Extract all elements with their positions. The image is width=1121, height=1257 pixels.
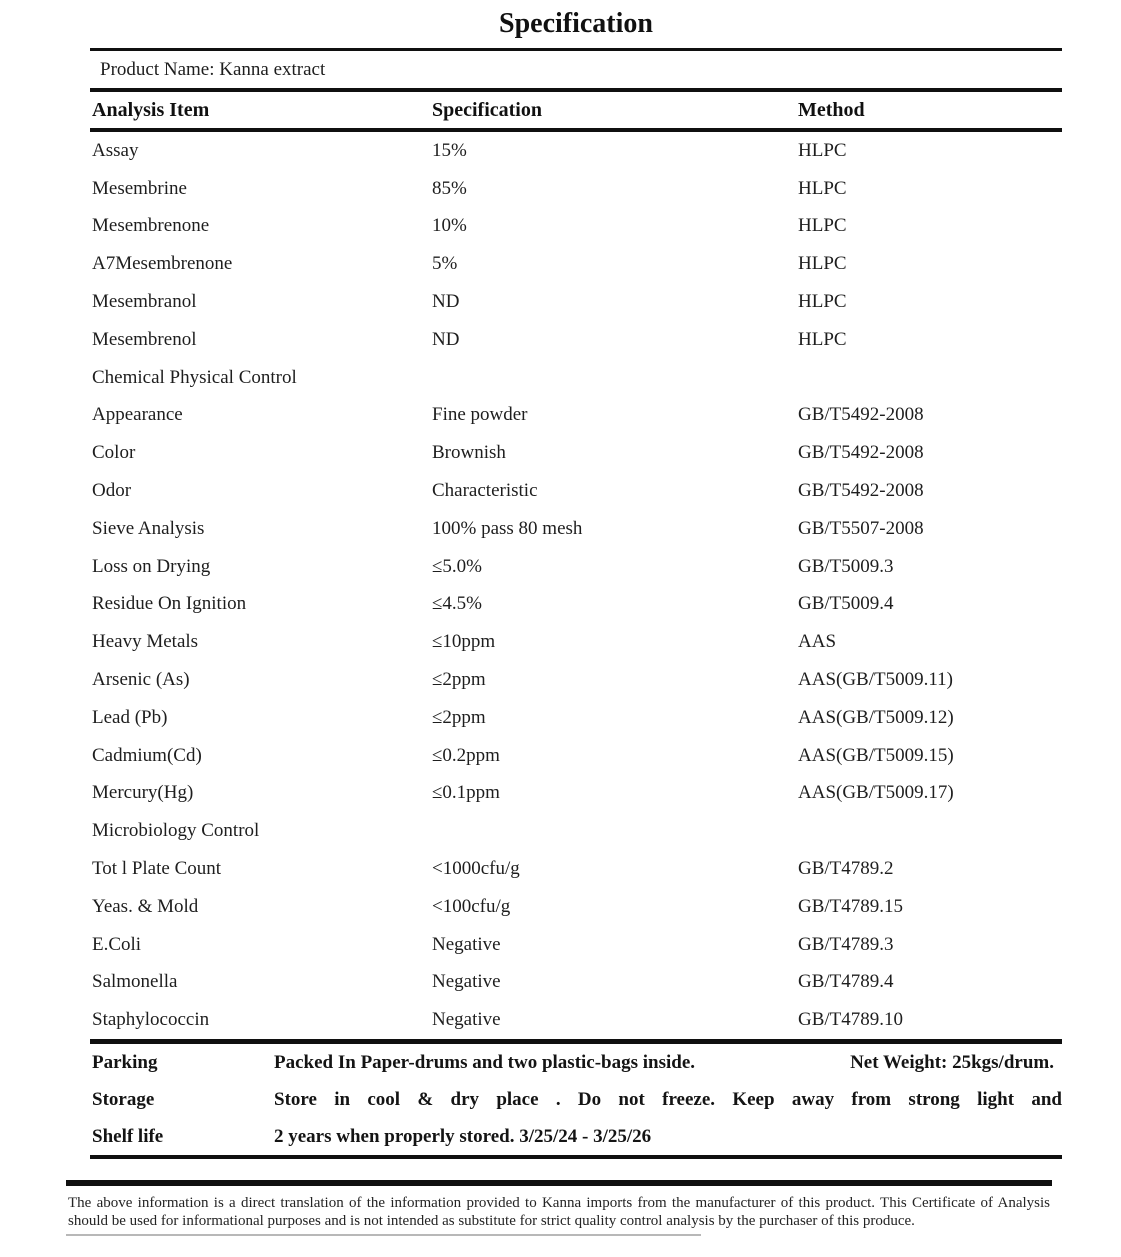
analysis-item-cell: Color xyxy=(92,442,136,464)
method-cell: AAS(GB/T5009.17) xyxy=(798,782,954,804)
analysis-item-cell: Salmonella xyxy=(92,971,178,993)
table-row xyxy=(90,623,1062,661)
method-cell: GB/T5507-2008 xyxy=(798,517,924,539)
method-cell: GB/T5009.3 xyxy=(798,555,894,577)
specification-cell: ND xyxy=(432,291,460,313)
table-row xyxy=(90,775,1062,813)
table-row xyxy=(90,283,1062,321)
table-row xyxy=(90,170,1062,208)
method-cell: HLPC xyxy=(798,177,847,199)
method-cell: AAS xyxy=(798,631,837,653)
method-cell: AAS(GB/T5009.11) xyxy=(798,669,953,691)
table-row xyxy=(90,964,1062,1002)
table-row xyxy=(90,586,1062,624)
table-row xyxy=(90,661,1062,699)
specification-cell: ≤10ppm xyxy=(432,631,496,653)
table-row xyxy=(90,926,1062,964)
table-row xyxy=(90,548,1062,586)
table-row xyxy=(90,208,1062,246)
specification-cell: ≤0.2ppm xyxy=(432,744,500,766)
method-cell: AAS(GB/T5009.15) xyxy=(798,744,954,766)
specification-cell: Characteristic xyxy=(432,480,538,502)
disclaimer-text: The above information is a direct translation of the information provided to Kanna imports from the manufacturer of this product. This Certificate of Analysis should be used for informational purposes and is not intended as substitute for strict quality control analysis by the purchaser of this produce. xyxy=(68,1195,1050,1229)
table-row xyxy=(90,321,1062,359)
analysis-item-cell: Lead (Pb) xyxy=(92,706,168,728)
table-row xyxy=(90,245,1062,283)
document-body xyxy=(90,0,1062,1159)
table-row xyxy=(90,132,1062,170)
analysis-item-cell: Heavy Metals xyxy=(92,631,199,653)
table-row xyxy=(90,472,1062,510)
divider-footer-bottom xyxy=(90,1155,1062,1159)
footer-label: Storage xyxy=(92,1088,155,1110)
page-title: Specification xyxy=(499,8,653,39)
analysis-item-cell: Mercury(Hg) xyxy=(92,782,194,804)
table-row xyxy=(90,397,1062,435)
specification-cell: 100% pass 80 mesh xyxy=(432,517,583,539)
analysis-item-cell: Residue On Ignition xyxy=(92,593,247,615)
footer-row xyxy=(90,1118,1062,1155)
analysis-item-cell: Appearance xyxy=(92,404,183,426)
analysis-item-cell: E.Coli xyxy=(92,933,142,955)
partial-bottom-line xyxy=(66,1234,701,1236)
specification-cell: 10% xyxy=(432,215,467,237)
specification-cell: ≤2ppm xyxy=(432,706,486,728)
analysis-item-cell: Tot l Plate Count xyxy=(92,858,222,880)
footer-content xyxy=(274,1089,1062,1111)
net-weight-text: Net Weight: 25kgs/drum. xyxy=(850,1051,1054,1073)
specification-cell: Brownish xyxy=(432,442,506,464)
analysis-item-cell: A7Mesembrenone xyxy=(92,253,233,275)
divider-disclaimer xyxy=(66,1180,1052,1186)
analysis-item-cell: Staphylococcin xyxy=(92,1009,210,1031)
method-cell: GB/T4789.10 xyxy=(798,1009,904,1031)
table-row xyxy=(90,434,1062,472)
analysis-item-cell: Mesembrine xyxy=(92,177,187,199)
disclaimer-block xyxy=(66,1180,1052,1236)
table-row xyxy=(90,850,1062,888)
specification-cell: <100cfu/g xyxy=(432,895,511,917)
analysis-item-cell: Assay xyxy=(92,139,139,161)
table-row xyxy=(90,510,1062,548)
table-row xyxy=(90,1001,1062,1039)
footer-text: Store in cool & dry place . Do not freeze. Keep away from strong light and xyxy=(274,1088,1062,1110)
analysis-item-cell: Mesembrenone xyxy=(92,215,210,237)
spec-table-body xyxy=(90,132,1062,1039)
column-header-method: Method xyxy=(798,98,865,121)
footer-label: Shelf life xyxy=(92,1125,164,1147)
footer-row xyxy=(90,1044,1062,1081)
specification-cell: <1000cfu/g xyxy=(432,858,520,880)
specification-cell: ≤4.5% xyxy=(432,593,483,615)
method-cell: HLPC xyxy=(798,139,847,161)
method-cell: GB/T4789.3 xyxy=(798,933,894,955)
specification-cell: Negative xyxy=(432,933,501,955)
specification-cell: ≤5.0% xyxy=(432,555,483,577)
specification-cell: 15% xyxy=(432,139,467,161)
method-cell: HLPC xyxy=(798,328,847,350)
analysis-item-cell: Microbiology Control xyxy=(92,820,260,842)
analysis-item-cell: Chemical Physical Control xyxy=(92,366,297,388)
method-cell: GB/T5492-2008 xyxy=(798,404,924,426)
specification-cell: Negative xyxy=(432,1009,501,1031)
footer-text: Packed In Paper-drums and two plastic-bags inside. xyxy=(274,1051,696,1073)
specification-cell: 85% xyxy=(432,177,467,199)
specification-cell: ≤2ppm xyxy=(432,669,486,691)
section-row xyxy=(90,812,1062,850)
analysis-item-cell: Loss on Drying xyxy=(92,555,211,577)
analysis-item-cell: Mesembranol xyxy=(92,291,197,313)
analysis-item-cell: Odor xyxy=(92,480,132,502)
product-name-row xyxy=(90,51,1062,88)
footer-row xyxy=(90,1081,1062,1118)
specification-cell: ND xyxy=(432,328,460,350)
method-cell: GB/T5492-2008 xyxy=(798,442,924,464)
analysis-item-cell: Cadmium(Cd) xyxy=(92,744,202,766)
method-cell: AAS(GB/T5009.12) xyxy=(798,706,954,728)
method-cell: HLPC xyxy=(798,291,847,313)
analysis-item-cell: Yeas. & Mold xyxy=(92,895,199,917)
specification-cell: 5% xyxy=(432,253,458,275)
footer-table xyxy=(90,1044,1062,1155)
analysis-item-cell: Arsenic (As) xyxy=(92,669,190,691)
method-cell: GB/T4789.15 xyxy=(798,895,904,917)
column-header-specification: Specification xyxy=(432,98,542,121)
method-cell: HLPC xyxy=(798,215,847,237)
specification-cell: Fine powder xyxy=(432,404,528,426)
method-cell: GB/T4789.2 xyxy=(798,858,894,880)
specification-cell: Negative xyxy=(432,971,501,993)
footer-content xyxy=(274,1126,1062,1148)
method-cell: GB/T5492-2008 xyxy=(798,480,924,502)
footer-text: 2 years when properly stored. 3/25/24 - 3/25/26 xyxy=(274,1125,652,1147)
table-row xyxy=(90,699,1062,737)
analysis-item-cell: Mesembrenol xyxy=(92,328,197,350)
footer-label: Parking xyxy=(92,1051,158,1073)
table-header-row xyxy=(90,92,1062,128)
section-row xyxy=(90,359,1062,397)
table-row xyxy=(90,888,1062,926)
table-row xyxy=(90,737,1062,775)
specification-cell: ≤0.1ppm xyxy=(432,782,500,804)
analysis-item-cell: Sieve Analysis xyxy=(92,517,205,539)
column-header-analysis-item: Analysis Item xyxy=(92,98,210,121)
method-cell: HLPC xyxy=(798,253,847,275)
footer-content xyxy=(274,1052,1062,1074)
method-cell: GB/T5009.4 xyxy=(798,593,894,615)
method-cell: GB/T4789.4 xyxy=(798,971,894,993)
product-name: Product Name: Kanna extract xyxy=(100,58,326,80)
